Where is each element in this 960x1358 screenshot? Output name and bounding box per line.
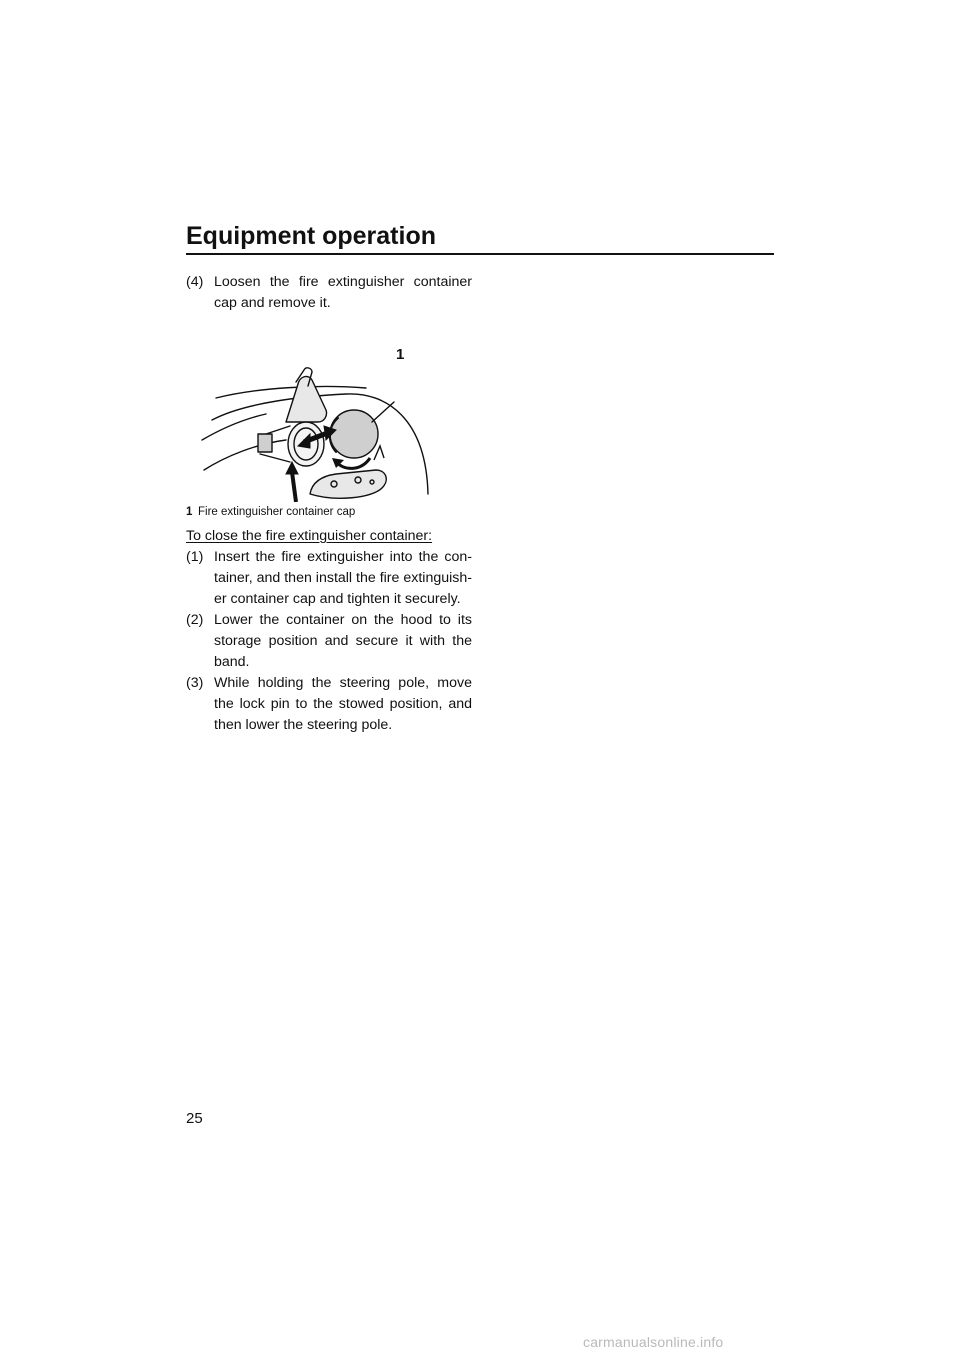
watermark: carmanualsonline.info xyxy=(583,1334,724,1350)
illustration-figure xyxy=(186,322,472,502)
step-text: Loosen the fire extinguisher container cap and remove it. xyxy=(214,274,472,311)
callout-number: 1 xyxy=(396,346,405,363)
page-header-title: Equipment operation xyxy=(186,222,436,250)
caption-text: Fire extinguisher container cap xyxy=(198,506,356,518)
figure-caption xyxy=(186,504,472,520)
step-4 xyxy=(186,272,472,314)
content-column xyxy=(186,272,472,736)
step-1 xyxy=(186,547,472,610)
caption-number: 1 xyxy=(186,506,193,518)
step-2 xyxy=(186,610,472,673)
step-3 xyxy=(186,673,472,736)
page-number: 25 xyxy=(186,1110,203,1127)
section-heading: To close the fire extinguisher container: xyxy=(186,528,433,544)
header-rule xyxy=(186,253,774,255)
step-number: (4) xyxy=(186,274,204,290)
step-text: Insert the fire extinguisher into the con-tainer, and then install the fire extinguish-er container cap and tighten it securely. xyxy=(214,549,472,607)
step-number: (1) xyxy=(186,549,204,565)
step-number: (3) xyxy=(186,675,204,691)
step-number: (2) xyxy=(186,612,204,628)
step-text: Lower the container on the hood to its storage position and secure it with the band. xyxy=(214,612,472,670)
fire-extinguisher-cap-illustration xyxy=(186,322,472,502)
step-text: While holding the steering pole, move the lock pin to the stowed position, and then lower the steering pole. xyxy=(214,675,472,733)
